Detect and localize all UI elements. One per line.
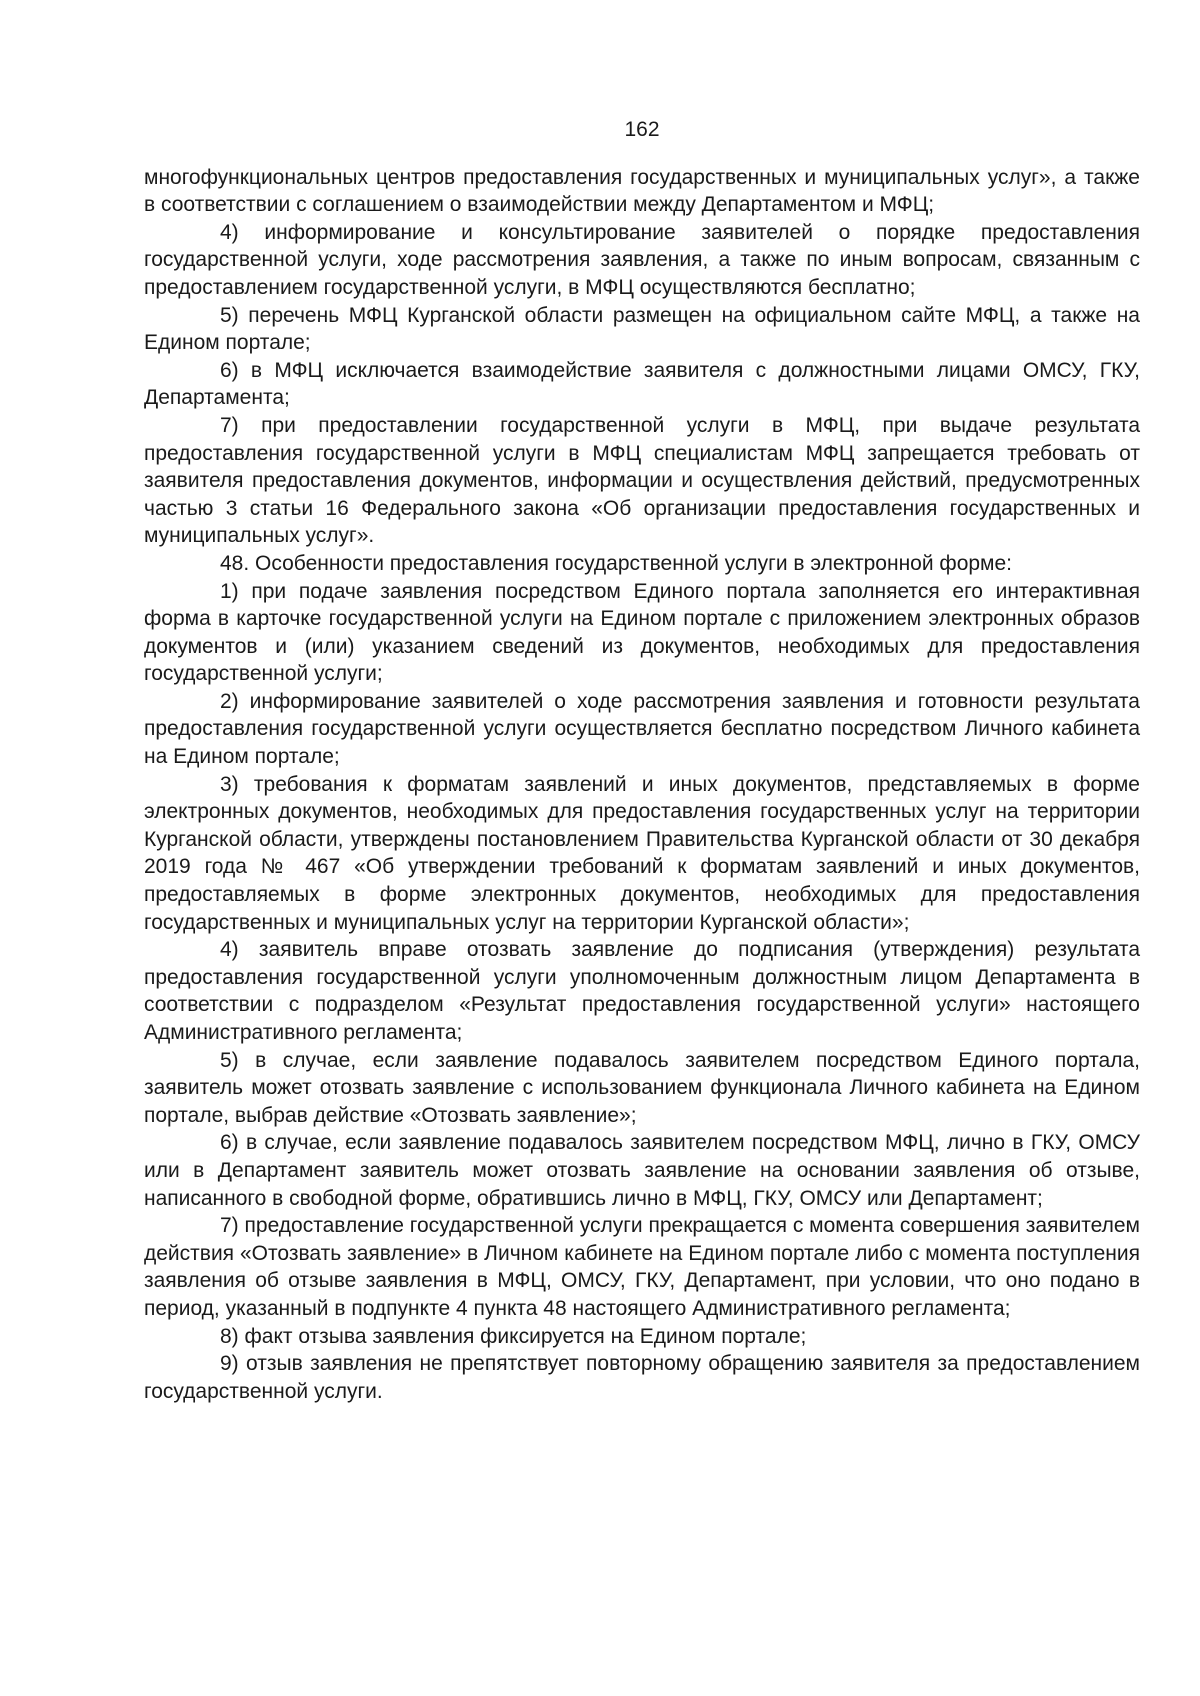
paragraph-48-item-2: 2) информирование заявителей о ходе рассмотрения заявления и готовности результата предоставления государственной услуги осуществляется бесплатно посредством Личного кабинета на Едином портале; — [144, 689, 1140, 769]
paragraph-item-7: 7) при предоставлении государственной услуги в МФЦ, при выдаче результата предоставления государственной услуги в МФЦ специалистам МФЦ запрещается требовать от заявителя предоставления документов, информации и осуществления действий, предусмотренных частью 3 статьи 16 Федерального закона «Об организации предоставления государственных и муниципальных услуг». — [144, 413, 1140, 548]
section-heading-48: 48. Особенности предоставления государственной услуги в электронной форме: — [220, 551, 1013, 575]
paragraph-48-item-1: 1) при подаче заявления посредством Единого портала заполняется его интерактивная форма в карточке государственной услуги на Едином портале с приложением электронных образов документов и (или) указанием сведений из документов, необходимых для предоставления государственной услуги; — [144, 579, 1140, 686]
paragraph-48-item-6: 6) в случае, если заявление подавалось заявителем посредством МФЦ, лично в ГКУ, ОМСУ или в Департамент заявитель может отозвать заявление на основании заявления об отзыве, написанного в свободной форме, обратившись лично в МФЦ, ГКУ, ОМСУ или Департамент; — [144, 1131, 1140, 1210]
paragraph-48-item-9: 9) отзыв заявления не препятствует повторному обращению заявителя за предоставлением государственной услуги. — [144, 1352, 1140, 1403]
paragraph-48-item-7: 7) предоставление государственной услуги прекращается с момента совершения заявителем действия «Отозвать заявление» в Личном кабинете на Едином портале либо с момента поступления заявления об отзыве заявления в МФЦ, ОМСУ, ГКУ, Департамент, при условии, что оно подано в период, указанный в подпункте 4 пункта 48 настоящего Административного регламента; — [144, 1214, 1140, 1320]
page-number: 162 — [624, 118, 660, 141]
paragraph-continuation: многофункциональных центров предоставления государственных и муниципальных услуг», а также в соответствии с соглашением о взаимодействии между Департаментом и МФЦ; — [144, 165, 1140, 217]
paragraph-item-6: 6) в МФЦ исключается взаимодействие заявителя с должностными лицами ОМСУ, ГКУ, Департамента; — [144, 358, 1140, 410]
paragraph-item-4: 4) информирование и консультирование заявителей о порядке предоставления государственной услуги, ходе рассмотрения заявления, а также по иным вопросам, связанным с предоставлением государственной услуги, в МФЦ осуществляются бесплатно; — [144, 220, 1140, 299]
paragraph-48-item-5: 5) в случае, если заявление подавалось заявителем посредством Единого портала, заявитель может отозвать заявление с использованием функционала Личного кабинета на Едином портале, выбрав действие «Отозвать заявление»; — [144, 1048, 1140, 1127]
paragraph-48-item-4: 4) заявитель вправе отозвать заявление до подписания (утверждения) результата предоставления государственной услуги уполномоченным должностным лицом Департамента в соответствии с подразделом «Результат предоставления государственной услуги» настоящего Административного регламента; — [144, 938, 1140, 1044]
paragraph-48-item-3: 3) требования к форматам заявлений и иных документов, представляемых в форме электронных документов, необходимых для предоставления государственных услуг на территории Курганской области, утверждены постановлением Правительства Курганской области от 30 декабря 2019 года № 467 «Об утверждении требований к форматам заявлений и иных документов, предоставляемых в форме электронных документов, необходимых для предоставления государственных и муниципальных услуг на территории Курганской области»; — [144, 772, 1140, 934]
paragraph-item-5: 5) перечень МФЦ Курганской области размещен на официальном сайте МФЦ, а также на Едином портале; — [144, 303, 1140, 355]
paragraph-48-item-8: 8) факт отзыва заявления фиксируется на Едином портале; — [220, 1324, 807, 1348]
